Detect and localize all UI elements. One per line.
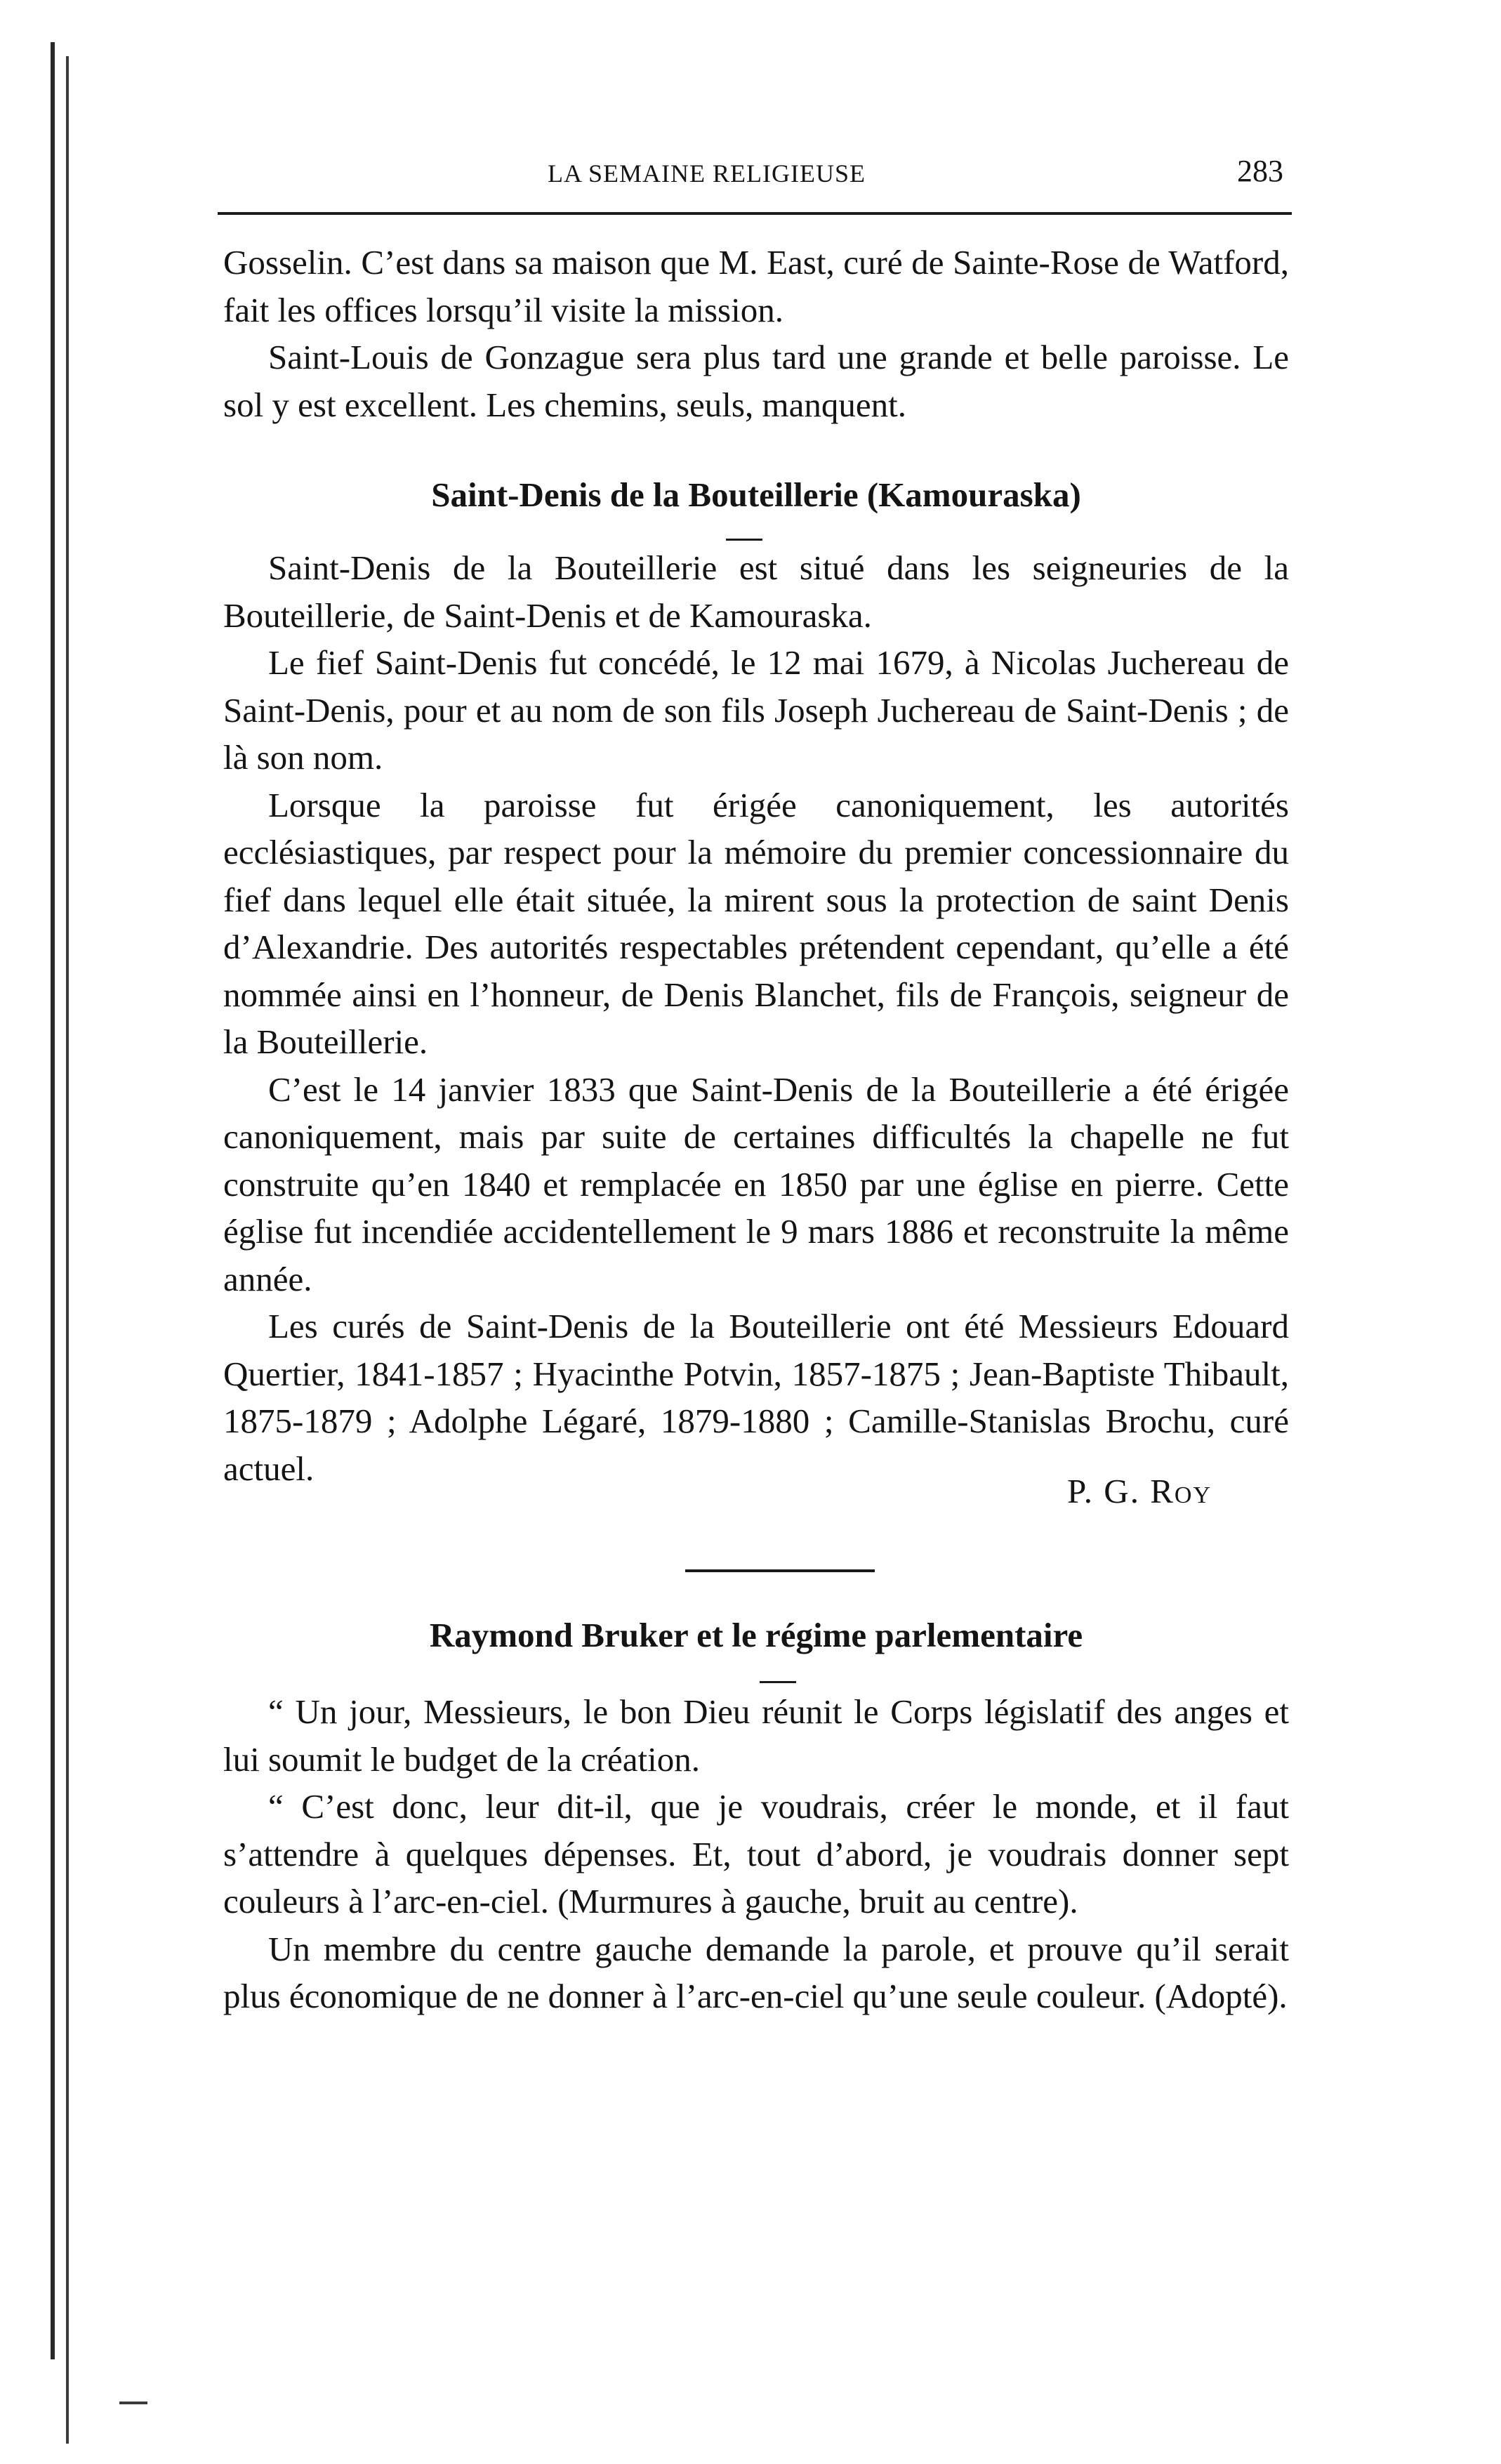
paragraph: Un membre du centre gauche demande la parole, et prouve qu’il serait plus économique de ne donner à l’arc-en-ciel qu’une seule couleur. (Adopté). <box>223 1929 1289 2015</box>
intro-paragraph-2: Saint-Louis de Gonzague sera plus tard une grande et belle paroisse. Le sol y est excellent. Les chemins, seuls, manquent. <box>223 338 1289 424</box>
paragraph: Le fief Saint-Denis fut concédé, le 12 mai 1679, à Nicolas Juchereau de Saint-Denis, pour et au nom de son fils Joseph Juchereau de Saint-Denis ; de là son nom. <box>223 643 1289 777</box>
page-number: 283 <box>1237 154 1283 188</box>
binding-edge <box>51 42 55 2359</box>
paragraph: Saint-Denis de la Bouteillerie est situé dans les seigneuries de la Bouteillerie, de Saint-Denis et de Kamouraska. <box>223 548 1289 635</box>
header-rule <box>218 212 1292 215</box>
section-title-saint-denis: Saint-Denis de la Bouteillerie (Kamouraska) <box>431 475 1081 514</box>
signature-name: Roy <box>1150 1472 1212 1510</box>
section-body-saint-denis <box>223 544 1289 1492</box>
intro-paragraph: Gosselin. C’est dans sa maison que M. East, curé de Sainte-Rose de Watford, fait les offices lorsqu’il visite la mission. <box>223 243 1289 329</box>
signature-initials: P. G. <box>1066 1472 1140 1510</box>
title-dash <box>760 1681 796 1683</box>
paragraph: “ Un jour, Messieurs, le bon Dieu réunit le Corps législatif des anges et lui soumit le budget de la création. <box>223 1692 1289 1779</box>
running-header <box>218 154 1292 201</box>
paragraph: “ C’est donc, leur dit-il, que je voudrais, créer le monde, et il faut s’attendre à quelques dépenses. Et, tout d’abord, je voudrais donner sept couleurs à l’arc-en-ciel. (Murmures à gauche, bruit au centre). <box>223 1787 1289 1921</box>
binding-edge-inner <box>66 56 69 2444</box>
title-dash <box>726 539 762 541</box>
section-title-raymond-bruker: Raymond Bruker et le régime parlementaire <box>429 1616 1083 1654</box>
author-signature <box>1067 1471 1212 1511</box>
intro-text <box>223 239 1289 428</box>
paragraph: Les curés de Saint-Denis de la Bouteillerie ont été Messieurs Edouard Quertier, 1841-1857 ; Hyacinthe Potvin, 1857-1875 ; Jean-Baptiste Thibault, 1875-1879 ; Adolphe Légaré, 1879-1880 ; Camille-Stanislas Brochu, curé actuel. <box>223 1307 1289 1488</box>
section-body-raymond-bruker <box>223 1688 1289 2020</box>
paragraph: Lorsque la paroisse fut érigée canoniquement, les autorités ecclésiastiques, par respect pour la mémoire du premier concessionnaire du fief dans lequel elle était située, la mirent sous la protection de saint Denis d’Alexandrie. Des autorités respectables prétendent cependant, qu’elle a été nommée ainsi en l’honneur, de Denis Blanchet, fils de François, seigneur de la Bouteillerie. <box>223 785 1289 1061</box>
paragraph: C’est le 14 janvier 1833 que Saint-Denis de la Bouteillerie a été érigée canoniquement, mais par suite de certaines difficultés la chapelle ne fut construite qu’en 1840 et remplacée en 1850 par une église en pierre. Cette église fut incendiée accidentellement le 9 mars 1886 et reconstruite la même année. <box>223 1069 1289 1298</box>
binding-edge-foot <box>119 2402 147 2404</box>
section-separator <box>685 1569 875 1572</box>
running-title: LA SEMAINE RELIGIEUSE <box>548 159 866 187</box>
